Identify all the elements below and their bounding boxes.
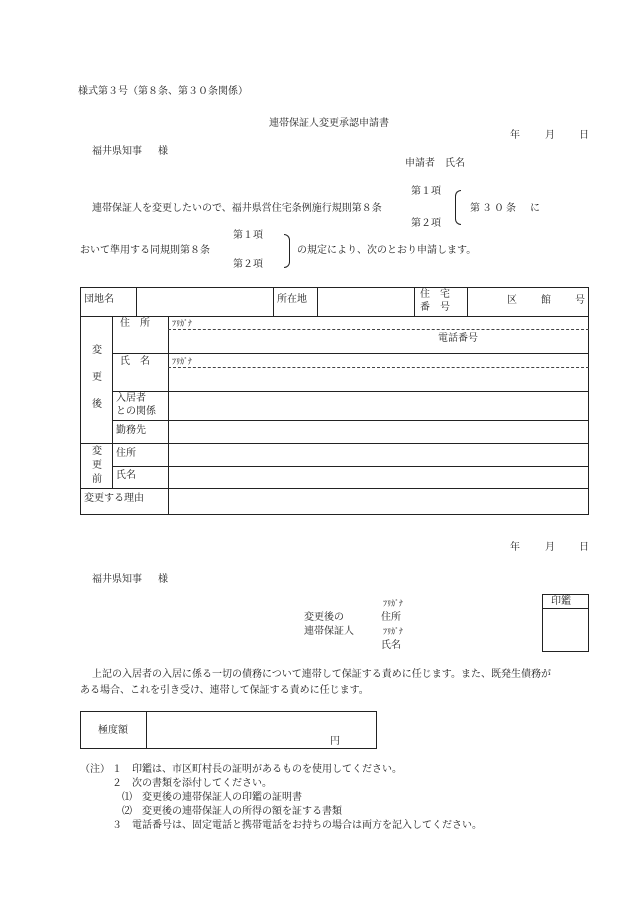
- note-1-number: １: [112, 764, 122, 775]
- row-divider: [112, 420, 589, 421]
- before-label-char: 変: [92, 446, 102, 457]
- date-year-label: 年: [510, 130, 520, 141]
- date-day-label: 日: [579, 542, 589, 553]
- date-month-label: 月: [545, 542, 555, 553]
- furigana-label: ﾌﾘｶﾞﾅ: [172, 319, 192, 328]
- page-title: 連帯保証人変更承認申請書: [269, 118, 389, 129]
- row-divider: [80, 488, 589, 489]
- furigana-divider: [168, 367, 589, 368]
- clause-3: 第１項: [233, 230, 263, 241]
- seal-label: 印鑑: [551, 596, 571, 607]
- danchi-label: 団地名: [84, 294, 114, 305]
- row-divider: [80, 316, 589, 317]
- addressee: 福井県知事: [92, 146, 142, 157]
- col-divider: [414, 287, 415, 316]
- limit-amount-label: 極度額: [98, 725, 128, 736]
- row-divider: [112, 353, 589, 354]
- note-2-item-1: ⑴ 変更後の連帯保証人の印鑑の証明書: [122, 792, 302, 803]
- seal-box-divider: [542, 608, 589, 609]
- note-1: 印鑑は、市区町村長の証明があるものを使用してください。: [132, 764, 402, 775]
- note-2: 次の書類を添付してください。: [132, 778, 272, 789]
- before-label-char: 更: [92, 460, 102, 471]
- date-month-label: 月: [545, 130, 555, 141]
- left-brace-icon: [455, 190, 461, 225]
- clause-4: 第２項: [233, 259, 263, 270]
- after-label-char: 後: [92, 399, 102, 410]
- note-2-item-2: ⑵ 変更後の連帯保証人の所得の額を証する書類: [122, 806, 342, 817]
- ku-label: 区: [507, 295, 517, 306]
- go-label: 号: [575, 295, 585, 306]
- row-divider: [80, 443, 589, 444]
- jutaku-bango-label-1: 住 宅: [420, 289, 450, 300]
- guarantee-statement-1: 上記の入居者の入居に係る一切の債務について連帯して保証する責めに任じます。また、既発生債務が: [92, 669, 551, 680]
- col-divider: [273, 287, 274, 316]
- clause-2: 第２項: [411, 218, 441, 229]
- row-divider: [112, 466, 589, 467]
- note-3: 電話番号は、固定電話と携帯電話をお持ちの場合は両方を記入してください。: [132, 820, 482, 831]
- address-label: 住 所: [120, 318, 150, 329]
- col-divider: [136, 287, 137, 316]
- jutaku-bango-label-2: 番 号: [420, 302, 450, 313]
- row-divider: [112, 391, 589, 392]
- workplace-label: 勤務先: [116, 425, 146, 436]
- furigana-label: ﾌﾘｶﾞﾅ: [172, 357, 192, 366]
- phone-number-label: 電話番号: [438, 333, 478, 344]
- guarantee-statement-2: ある場合、これを引き受け、連帯して保証する責めに任じます。: [80, 685, 369, 696]
- furigana-label: ﾌﾘｶﾞﾅ: [383, 599, 403, 608]
- date-day-label: 日: [579, 130, 589, 141]
- note-label: （注）: [80, 764, 110, 775]
- note-3-number: ３: [112, 820, 122, 831]
- addressee-honorific: 様: [158, 146, 168, 157]
- before-address-label: 住所: [116, 448, 136, 459]
- addressee: 福井県知事: [92, 574, 142, 585]
- name-label: 氏 名: [120, 356, 150, 367]
- col-divider: [317, 287, 318, 316]
- after-label-char: 更: [92, 372, 102, 383]
- clause-1: 第１項: [411, 186, 441, 197]
- applicant-name-label: 申請者 氏名: [405, 158, 465, 169]
- body-line-2: おいて準用する同規則第８条: [80, 245, 210, 256]
- shozaichi-label: 所在地: [277, 294, 307, 305]
- before-name-label: 氏名: [116, 470, 136, 481]
- guarantor-label-1: 変更後の: [304, 612, 344, 623]
- guarantor-address-label: 住所: [381, 612, 401, 623]
- date-year-label: 年: [510, 542, 520, 553]
- furigana-label: ﾌﾘｶﾞﾅ: [383, 627, 403, 636]
- body-line-2-suffix: の規定により、次のとおり申請します。: [297, 245, 477, 256]
- yen-unit: 円: [330, 736, 340, 747]
- addressee-honorific: 様: [158, 574, 168, 585]
- note-2-number: ２: [112, 778, 122, 789]
- relationship-label-2: との関係: [116, 406, 156, 417]
- limit-amount-divider: [146, 711, 147, 749]
- kan-label: 館: [541, 295, 551, 306]
- right-brace-icon: [284, 234, 290, 268]
- before-label-char: 前: [92, 474, 102, 485]
- col-divider: [467, 287, 468, 316]
- guarantor-label-2: 連帯保証人: [304, 626, 354, 637]
- relationship-label-1: 入居者: [116, 393, 146, 404]
- body-line-1: 連帯保証人を変更したいので、福井県営住宅条例施行規則第８条: [92, 203, 382, 214]
- form-number: 様式第３号（第８条、第３０条関係）: [78, 86, 248, 97]
- col-divider: [168, 316, 169, 514]
- article-30: 第３０条 に: [470, 203, 542, 214]
- after-label-char: 変: [92, 345, 102, 356]
- furigana-divider: [168, 329, 589, 330]
- guarantor-name-label: 氏名: [381, 640, 401, 651]
- application-table: [80, 287, 589, 515]
- col-divider: [112, 316, 113, 488]
- reason-label: 変更する理由: [84, 493, 144, 504]
